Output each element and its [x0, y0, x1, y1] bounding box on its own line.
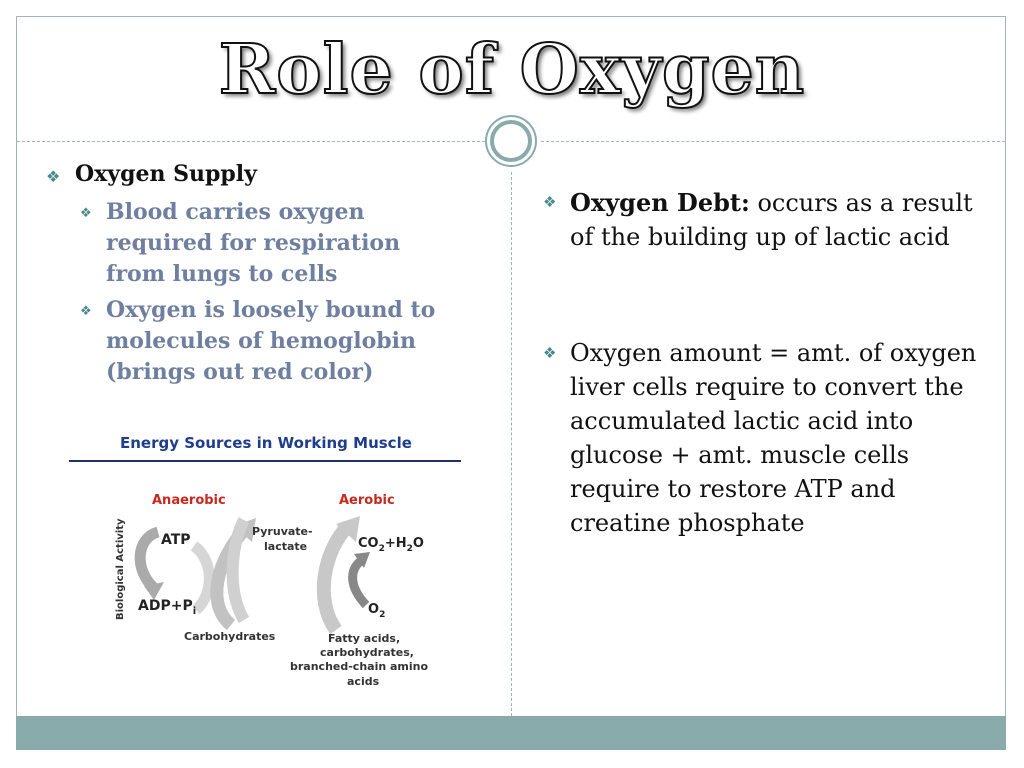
atp-label: ATP: [161, 532, 191, 548]
left-point-2: Oxygen is loosely bound to molecules of hemoglobin (brings out red color): [106, 297, 436, 385]
atp-cycle-arrow-left: [140, 532, 158, 588]
oxygen-amount-point: Oxygen amount = amt. of oxygen liver cells require to convert the accumulated lactic acid into glucose + amt. muscle cells require to restore ATP and creatine phosphate: [570, 339, 977, 537]
pyruvate-label-2: lactate: [264, 540, 308, 553]
fuel-label-1: Fatty acids,: [328, 632, 401, 645]
aerobic-label: Aerobic: [339, 493, 395, 508]
oxygen-debt-text: occurs as a result of the building up of lactic acid: [570, 189, 973, 251]
h-text: +H: [384, 536, 407, 551]
o2-text: O: [368, 602, 380, 617]
anaerobic-label: Anaerobic: [152, 493, 226, 508]
o-text: O: [412, 536, 424, 551]
co2-subscript: 2: [378, 544, 385, 554]
adp-subscript: i: [192, 606, 197, 617]
aerobic-arrow-main: [324, 526, 348, 630]
co2-text: CO: [358, 536, 379, 551]
oxygen-debt-label: Oxygen Debt:: [570, 188, 750, 217]
fuel-label-3: branched-chain amino: [290, 660, 429, 673]
pyruvate-label-1: Pyruvate-: [252, 525, 313, 538]
adp-text: ADP+P: [138, 598, 193, 614]
carbohydrates-label: Carbohydrates: [184, 630, 276, 643]
biological-activity-axis-label: Biological Activity: [115, 518, 126, 620]
title-rule-right: [541, 141, 1005, 142]
o2-subscript: 2: [379, 610, 386, 620]
pyruvate-arrow-2: [233, 520, 244, 620]
adp-label: [138, 598, 196, 617]
footer-band: [16, 716, 1006, 750]
diamond-bullet-icon: ❖: [80, 304, 92, 319]
atp-cycle-arrow-right: [194, 546, 209, 610]
slide-title: Role of Oxygen: [218, 30, 806, 110]
co2-h2o-label: [358, 536, 424, 554]
figure-title: Energy Sources in Working Muscle: [120, 434, 412, 452]
oxygen-debt-point: [570, 186, 980, 254]
title-circle-ornament-inner: [490, 120, 532, 162]
column-divider: [511, 172, 512, 716]
diamond-bullet-icon: ❖: [543, 193, 557, 211]
diamond-bullet-icon: ❖: [46, 167, 61, 186]
fuel-label-4: acids: [347, 675, 380, 688]
title-rule-left: [17, 141, 485, 142]
oxygen-supply-heading: Oxygen Supply: [75, 161, 257, 187]
o2-label: [368, 602, 385, 620]
diamond-bullet-icon: ❖: [80, 206, 92, 221]
energy-sources-figure: [66, 420, 466, 695]
h2o-subscript: 2: [406, 544, 413, 554]
left-point-1: Blood carries oxygen required for respiration from lungs to cells: [106, 199, 401, 287]
fuel-label-2: carbohydrates,: [320, 646, 414, 659]
diamond-bullet-icon: ❖: [543, 344, 557, 362]
